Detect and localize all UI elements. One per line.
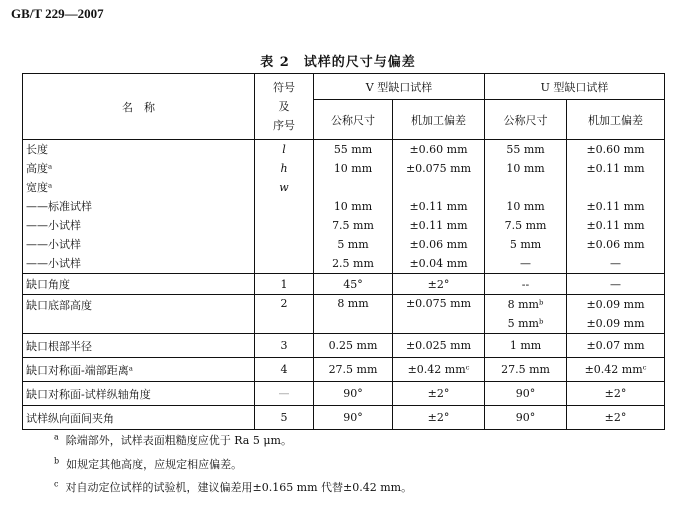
cell-value	[570, 178, 661, 197]
cell-symbol	[258, 254, 310, 273]
cell-value: 5 mm	[509, 238, 542, 251]
cell-name: ——标准试样	[26, 200, 92, 213]
cell-value: ±2°	[567, 382, 665, 406]
footnote-a	[54, 432, 292, 448]
header-symbol-line: 及	[278, 100, 290, 113]
cell-value: 0.25 mm	[314, 334, 393, 358]
dimension-names	[23, 140, 255, 274]
cell-symbol: w	[279, 181, 289, 194]
header-symbol	[255, 74, 314, 140]
cell-symbol: 4	[255, 358, 314, 382]
footnote-mark: a	[54, 432, 59, 442]
dimensions-table	[22, 73, 665, 430]
cell-value: 8 mmᵇ	[507, 298, 544, 311]
cell-symbol	[258, 216, 310, 235]
cell-value: 45°	[314, 274, 393, 295]
table-row	[23, 406, 665, 430]
cell-value: 90°	[485, 382, 567, 406]
cell-value: 90°	[314, 406, 393, 430]
cell-value: ±0.42 mmᶜ	[567, 358, 665, 382]
header-symbol-line: 序号	[273, 119, 295, 132]
footnote-text: 如规定其他高度，应规定相应偏差。	[66, 458, 243, 471]
cell-symbol: l	[282, 143, 286, 156]
cell-symbol: —	[255, 382, 314, 406]
u-bottom-height-tolerances	[567, 295, 665, 334]
cell-value: ±0.42 mmᶜ	[393, 358, 485, 382]
u-nominal-values	[485, 140, 567, 274]
cell-symbol	[258, 235, 310, 254]
dimension-symbols	[255, 140, 314, 274]
cell-value: 5 mmᵇ	[507, 317, 544, 330]
cell-name: 高度ᵃ	[26, 162, 53, 175]
cell-value: ±0.60 mm	[409, 143, 468, 156]
cell-name: 缺口对称面-端部距离ᵃ	[23, 358, 255, 382]
cell-value: ±0.04 mm	[409, 257, 468, 270]
u-tolerance-values	[567, 140, 665, 274]
cell-value: ±0.09 mm	[586, 317, 645, 330]
cell-name: 缺口角度	[23, 274, 255, 295]
cell-symbol: 5	[255, 406, 314, 430]
cell-value: ±2°	[567, 406, 665, 430]
cell-value: —	[520, 257, 532, 270]
table-row	[23, 358, 665, 382]
cell-name: ——小试样	[26, 257, 81, 270]
cell-value: 90°	[485, 406, 567, 430]
header-v-nominal: 公称尺寸	[314, 100, 393, 140]
cell-value: ±0.60 mm	[586, 143, 645, 156]
cell-value: ±0.11 mm	[586, 200, 645, 213]
cell-value: 7.5 mm	[504, 219, 547, 232]
cell-value: —	[610, 257, 622, 270]
cell-value	[317, 178, 389, 197]
cell-name: 缺口底部高度	[23, 295, 255, 334]
cell-value: 10 mm	[333, 162, 373, 175]
cell-symbol: 2	[255, 295, 314, 334]
cell-name: 试样纵向面间夹角	[23, 406, 255, 430]
u-bottom-height-nominals	[485, 295, 567, 334]
cell-value: 1 mm	[485, 334, 567, 358]
cell-value: —	[567, 274, 665, 295]
cell-symbol: 1	[255, 274, 314, 295]
cell-name: ——小试样	[26, 238, 81, 251]
table-row	[23, 382, 665, 406]
table-row-dimensions	[23, 140, 665, 274]
cell-value: ±0.11 mm	[586, 219, 645, 232]
cell-value	[488, 178, 563, 197]
footnote-mark: c	[54, 479, 59, 489]
cell-value: 27.5 mm	[314, 358, 393, 382]
cell-name: 缺口根部半径	[23, 334, 255, 358]
footnote-c	[54, 479, 412, 495]
cell-name: 缺口对称面-试样纵轴角度	[23, 382, 255, 406]
standard-number: GB/T 229—2007	[11, 6, 104, 21]
cell-value: 27.5 mm	[485, 358, 567, 382]
cell-symbol	[258, 197, 310, 216]
cell-symbol: h	[280, 162, 288, 175]
footnote-b	[54, 456, 242, 472]
cell-value: ±0.07 mm	[567, 334, 665, 358]
cell-value: ±0.06 mm	[409, 238, 468, 251]
table-title: 表 2 试样的尺寸与偏差	[260, 55, 416, 70]
cell-value: ±0.09 mm	[586, 298, 645, 311]
cell-value: 2.5 mm	[332, 257, 374, 270]
header-u-notch: U 型缺口试样	[485, 74, 665, 100]
header-symbol-line: 符号	[273, 81, 295, 94]
table-row	[23, 334, 665, 358]
cell-name: 长度	[26, 143, 48, 156]
footnote-mark: b	[54, 456, 60, 466]
cell-value: ±2°	[393, 406, 485, 430]
header-u-tolerance: 机加工偏差	[567, 100, 665, 140]
cell-value: 55 mm	[506, 143, 545, 156]
footnote-text: 对自动定位试样的试验机，建议偏差用±0.165 mm 代替±0.42 mm。	[65, 481, 413, 494]
header-name: 名 称	[23, 74, 255, 140]
cell-value: 10 mm	[506, 200, 545, 213]
cell-symbol: 3	[255, 334, 314, 358]
header-v-notch: V 型缺口试样	[314, 74, 485, 100]
cell-value: ±0.11 mm	[586, 162, 645, 175]
cell-value: --	[485, 274, 567, 295]
header-v-tolerance: 机加工偏差	[393, 100, 485, 140]
cell-name: ——小试样	[26, 219, 81, 232]
v-nominal-values	[314, 140, 393, 274]
footnote-text: 除端部外，试样表面粗糙度应优于 Ra 5 μm。	[65, 434, 292, 447]
cell-value: 90°	[314, 382, 393, 406]
table-row	[23, 274, 665, 295]
cell-value: 10 mm	[333, 200, 373, 213]
cell-value: ±2°	[393, 274, 485, 295]
cell-value: ±0.11 mm	[409, 219, 468, 232]
header-u-nominal: 公称尺寸	[485, 100, 567, 140]
cell-value: ±0.075 mm	[393, 295, 485, 334]
cell-value: ±0.075 mm	[405, 162, 472, 175]
cell-value: 8 mm	[314, 295, 393, 334]
cell-value: 55 mm	[333, 143, 373, 156]
cell-value: 7.5 mm	[332, 219, 374, 232]
cell-value: ±0.025 mm	[393, 334, 485, 358]
cell-value: ±0.11 mm	[409, 200, 468, 213]
cell-name: 宽度ᵃ	[26, 181, 53, 194]
v-tolerance-values	[393, 140, 485, 274]
cell-value: ±0.06 mm	[586, 238, 645, 251]
cell-value	[396, 178, 481, 197]
table-row	[23, 295, 665, 334]
cell-value: ±2°	[393, 382, 485, 406]
cell-value: 5 mm	[337, 238, 369, 251]
cell-value: 10 mm	[506, 162, 545, 175]
